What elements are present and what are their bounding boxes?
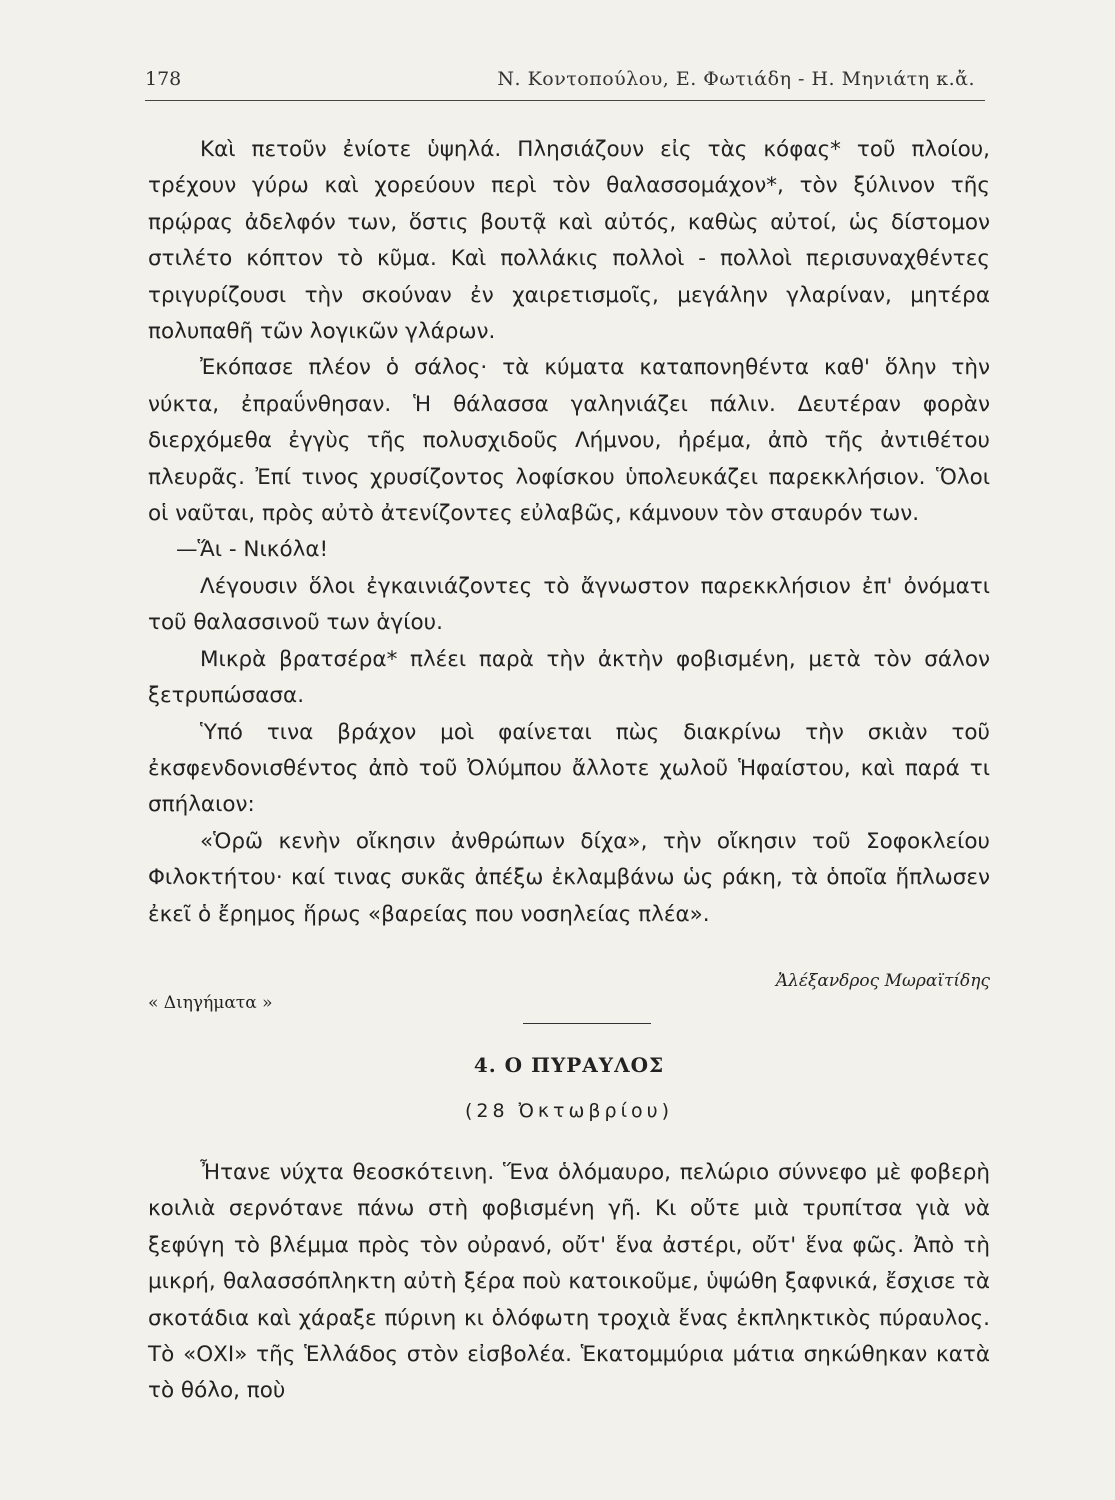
section-subtitle: (28 Ὀκτωβρίου): [464, 1100, 674, 1122]
page-number: 178: [145, 68, 182, 90]
section-text: [148, 1155, 990, 1410]
paragraph: Ἦτανε νύχτα θεοσκότεινη. Ἕνα ὁλόμαυρο, πελώριο σύννεφο μὲ φοβερὴ κοιλιὰ σερνότανε πάνω στὴ φοβισμένη γῆ. Κι οὔτε μιὰ τρυπίτσα γιὰ νὰ ξεφύγη τὸ βλέμμα πρὸς τὸν οὐρανό, οὔτ' ἕνα ἀστέρι, οὔτ' ἕνα φῶς. Ἀπὸ τὴ μικρή, θαλασσόπληκτη αὐτὴ ξέρα ποὺ κατοικοῦμε, ὑψώθη ξαφνικά, ἔσχισε τὰ σκοτάδια καὶ χάραξε πύρινη κι ὁλόφωτη τροχιὰ ἕνας ἐκπληκτικὸς πύραυλος. Τὸ «ΟΧΙ» τῆς Ἑλλάδος στὸν εἰσβολέα. Ἑκατομμύρια μάτια σηκώθηκαν κατὰ τὸ θόλο, ποὺ: [148, 1160, 990, 1404]
paragraph: Καὶ πετοῦν ἐνίοτε ὑψηλά. Πλησιάζουν εἰς τὰς κόφας* τοῦ πλοίου, τρέχουν γύρω καὶ χορεύουν περὶ τὸν θαλασσομάχον*, τὸν ξύλινον τῆς πρῴρας ἀδελφόν των, ὅστις βουτᾷ καὶ αὐτός, καθὼς αὐτοί, ὡς δίστομον στιλέτο κόπτον τὸ κῦμα. Καὶ πολλάκις πολλοὶ - πολλοὶ περισυναχθέντες τριγυρίζουσι τὴν σκούναν ἐν χαιρετισμοῖς, μεγάλην γλαρίναν, μητέρα πολυπαθῆ τῶν λογικῶν γλάρων.: [148, 137, 990, 345]
paragraph: «Ὁρῶ κενὴν οἴκησιν ἀνθρώπων δίχα», τὴν οἴκησιν τοῦ Σοφοκλείου Φιλοκτήτου· καί τινας συκᾶς ἀπέξω ἐκλαμβάνω ὡς ράκη, τὰ ὁποῖα ἥπλωσεν ἐκεῖ ὁ ἔρημος ἥρως «βαρείας που νοσηλείας πλέα».: [148, 828, 990, 927]
paragraph: Λέγουσιν ὅλοι ἐγκαινιάζοντες τὸ ἄγνωστον παρεκκλήσιον ἐπ' ὀνόματι τοῦ θαλασσινοῦ των ἁγίου.: [148, 573, 990, 636]
paragraph: Μικρὰ βρατσέρα* πλέει παρὰ τὴν ἀκτὴν φοβισμένη, μετὰ τὸν σάλον ξετρυπώσασα.: [148, 646, 990, 709]
page-header: [145, 68, 985, 101]
citation-line: [148, 971, 990, 1021]
section-title: 4. Ο ΠΥΡΑΥΛΟΣ: [473, 1053, 665, 1077]
source-title: « Διηγήματα »: [148, 993, 273, 1013]
running-head: Ν. Κοντοπούλου, Ε. Φωτιάδη - Η. Μηνιάτη κ.ἄ.: [497, 68, 975, 90]
exclamation-line: —Ἅι - Νικόλα!: [176, 537, 329, 563]
author-name: Ἀλέξανδρος Μωραϊτίδης: [775, 971, 990, 991]
main-text: [148, 132, 990, 933]
paragraph: Ἐκόπασε πλέον ὁ σάλος· τὰ κύματα καταπονηθέντα καθ' ὅλην τὴν νύκτα, ἐπραΰνθησαν. Ἡ θάλασσα γαληνιάζει πάλιν. Δευτέραν φορὰν διερχόμεθα ἐγγὺς τῆς πολυσχιδοῦς Λήμνου, ἠρέμα, ἀπὸ τῆς ἀντιθέτου πλευρᾶς. Ἐπί τινος χρυσίζοντος λοφίσκου ὑπολευκάζει παρεκκλήσιον. Ὅλοι οἱ ναῦται, πρὸς αὐτὸ ἀτενίζοντες εὐλαβῶς, κάμνουν τὸν σταυρόν των.: [148, 355, 990, 527]
section-divider: [523, 1023, 651, 1024]
paragraph: Ὑπό τινα βράχον μοὶ φαίνεται πὼς διακρίνω τὴν σκιὰν τοῦ ἐκσφενδονισθέντος ἀπὸ τοῦ Ὀλύμπου ἄλλοτε χωλοῦ Ἡφαίστου, καὶ παρά τι σπήλαιον:: [148, 719, 990, 818]
